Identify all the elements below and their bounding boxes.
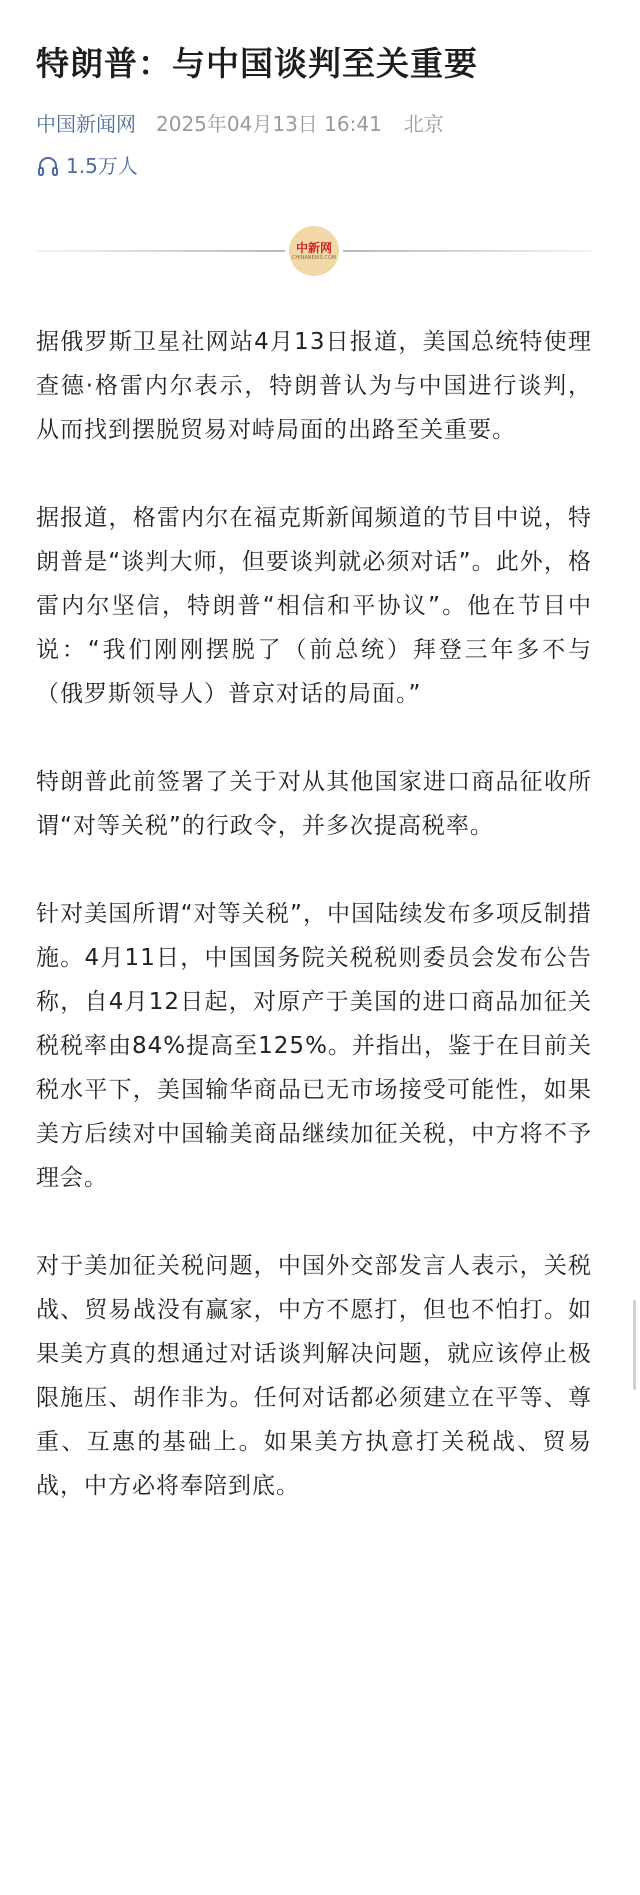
article-paragraph: 据俄罗斯卫星社网站4月13日报道，美国总统特使理查德·格雷内尔表示，特朗普认为与中国进行谈判，从而找到摆脱贸易对峙局面的出路至关重要。 [36, 329, 592, 443]
divider-line-left [36, 250, 285, 252]
article-body [36, 320, 592, 1508]
article-meta [36, 110, 592, 138]
listen-count-label: 1.5万人 [66, 154, 138, 178]
scrollbar[interactable] [633, 1300, 636, 1390]
publish-location: 北京 [403, 112, 444, 136]
article-paragraph: 据报道，格雷内尔在福克斯新闻频道的节目中说，特朗普是“谈判大师，但要谈判就必须对话”。此外，格雷内尔坚信，特朗普“相信和平协议”。他在节目中说：“我们刚刚摆脱了（前总统）拜登三年多不与（俄罗斯领导人）普京对话的局面。” [36, 505, 592, 707]
logo-subtext: CHINANEWS.COM [291, 254, 337, 261]
article-title: 特朗普：与中国谈判至关重要 [36, 44, 478, 83]
chinanews-logo [289, 226, 339, 276]
listen-count[interactable] [36, 152, 592, 180]
article-paragraph: 特朗普此前签署了关于对从其他国家进口商品征收所谓“对等关税”的行政令，并多次提高税率。 [36, 769, 592, 839]
logo-text: 中新网 [295, 240, 332, 255]
source-link[interactable]: 中国新闻网 [36, 112, 136, 136]
divider-line-right [343, 250, 592, 252]
article-paragraph: 对于美加征关税问题，中国外交部发言人表示，关税战、贸易战没有赢家，中方不愿打，但也不怕打。如果美方真的想通过对话谈判解决问题，就应该停止极限施压、胡作非为。任何对话都必须建立在平等、尊重、互惠的基础上。如果美方执意打关税战、贸易战，中方必将奉陪到底。 [36, 1253, 592, 1499]
article-paragraph: 针对美国所谓“对等关税”，中国陆续发布多项反制措施。4月11日，中国国务院关税税则委员会发布公告称，自4月12日起，对原产于美国的进口商品加征关税税率由84%提高至125%。并指出，鉴于在目前关税水平下，美国输华商品已无市场接受可能性，如果美方后续对中国输美商品继续加征关税，中方将不予理会。 [36, 901, 592, 1191]
logo-divider [36, 226, 592, 276]
headphones-icon [36, 154, 60, 178]
publish-time: 2025年04月13日 16:41 [156, 112, 382, 136]
